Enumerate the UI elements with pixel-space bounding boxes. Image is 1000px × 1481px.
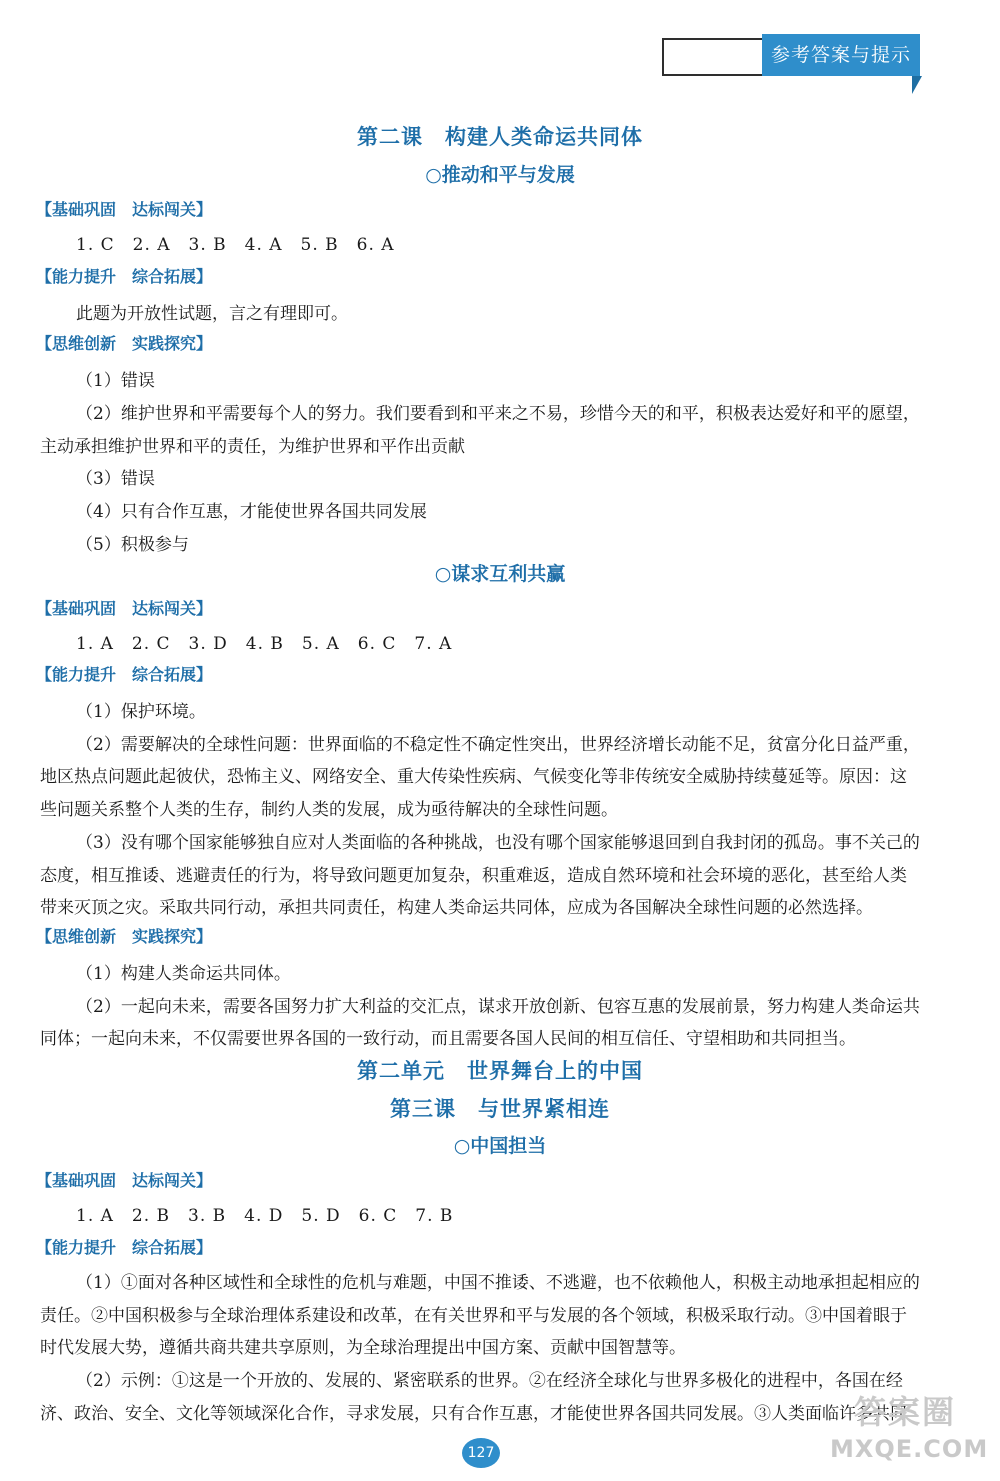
answer-line: 1. C 2. A 3. B 4. A 5. B 6. A xyxy=(76,235,395,255)
section-label: 【能力提升 综合拓展】 xyxy=(36,665,213,684)
section-title: ○谋求互利共赢 xyxy=(434,563,566,585)
text-line: （2）一起向未来，需要各国努力扩大利益的交汇点，谋求开放创新、包容互惠的发展前景，努力构建人类命运共 xyxy=(76,997,920,1017)
page-number: 127 xyxy=(462,1438,500,1468)
text-line: （1）①面对各种区域性和全球性的危机与难题，中国不推诿、不逃避，也不依赖他人，积极主动地承担起相应的 xyxy=(76,1273,920,1293)
text-line: （1）构建人类命运共同体。 xyxy=(76,964,291,984)
text-line: （2）示例：①这是一个开放的、发展的、紧密联系的世界。②在经济全球化与世界多极化的进程中，各国在经 xyxy=(76,1371,903,1391)
section-label: 【基础巩固 达标闯关】 xyxy=(36,599,213,618)
text-line: 此题为开放性试题，言之有理即可。 xyxy=(76,304,348,324)
text-line: 态度，相互推诿、逃避责任的行为，将导致问题更加复杂，积重难返，造成自然环境和社会环境的恶化，甚至给人类 xyxy=(40,866,907,886)
text-line: （1）保护环境。 xyxy=(76,702,206,722)
section-title: ○推动和平与发展 xyxy=(425,164,575,186)
text-line: 带来灭顶之灾。采取共同行动，承担共同责任，构建人类命运共同体，应成为各国解决全球性问题的必然选择。 xyxy=(40,898,873,918)
section-title: ○中国担当 xyxy=(453,1135,547,1157)
watermark-logo xyxy=(830,1390,989,1472)
header-tab: 参考答案与提示 xyxy=(762,34,920,76)
section-label: 【基础巩固 达标闯关】 xyxy=(36,1171,213,1190)
watermark-line1: 答案圈 xyxy=(853,1393,956,1431)
answer-line: 1. A 2. B 3. B 4. D 5. D 6. C 7. B xyxy=(76,1206,454,1226)
unit-title: 第二单元 世界舞台上的中国 xyxy=(357,1059,643,1083)
text-line: 责任。②中国积极参与全球治理体系建设和改革，在有关世界和平与发展的各个领域，积极采取行动。③中国着眼于 xyxy=(40,1306,907,1326)
text-line: 同体；一起向未来，不仅需要世界各国的一致行动，而且需要各国人民间的相互信任、守望相助和共同担当。 xyxy=(40,1029,856,1049)
answer-line: 1. A 2. C 3. D 4. B 5. A 6. C 7. A xyxy=(76,634,453,654)
lesson-title: 第二课 构建人类命运共同体 xyxy=(357,125,643,149)
text-line: 济、政治、安全、文化等领域深化合作，寻求发展，只有合作互惠，才能使世界各国共同发展。③人类面临许多共同 xyxy=(40,1404,907,1424)
text-line: 时代发展大势，遵循共商共建共享原则，为全球治理提出中国方案、贡献中国智慧等。 xyxy=(40,1338,686,1358)
section-label: 【思维创新 实践探究】 xyxy=(36,927,213,946)
text-line: 地区热点问题此起彼伏，恐怖主义、网络安全、重大传染性疾病、气候变化等非传统安全威胁持续蔓延等。原因：这 xyxy=(40,767,907,787)
lesson-title: 第三课 与世界紧相连 xyxy=(390,1097,610,1121)
text-line: 主动承担维护世界和平的责任，为维护世界和平作出贡献 xyxy=(40,437,465,457)
text-line: （3）错误 xyxy=(76,469,155,489)
text-line: （2）需要解决的全球性问题：世界面临的不稳定性不确定性突出，世界经济增长动能不足，贫富分化日益严重， xyxy=(76,735,920,755)
text-line: 些问题关系整个人类的生存，制约人类的发展，成为亟待解决的全球性问题。 xyxy=(40,800,618,820)
text-line: （1）错误 xyxy=(76,371,155,391)
text-line: （2）维护世界和平需要每个人的努力。我们要看到和平来之不易，珍惜今天的和平，积极表达爱好和平的愿望， xyxy=(76,404,920,424)
text-line: （4）只有合作互惠，才能使世界各国共同发展 xyxy=(76,502,427,522)
section-label: 【思维创新 实践探究】 xyxy=(36,334,213,353)
text-line: （3）没有哪个国家能够独自应对人类面临的各种挑战，也没有哪个国家能够退回到自我封闭的孤岛。事不关己的 xyxy=(76,833,920,853)
section-label: 【能力提升 综合拓展】 xyxy=(36,1238,213,1257)
watermark-line2: MXQE.COM xyxy=(830,1435,989,1463)
header-blank-box xyxy=(662,38,766,76)
text-line: （5）积极参与 xyxy=(76,535,189,555)
section-label: 【能力提升 综合拓展】 xyxy=(36,267,213,286)
section-label: 【基础巩固 达标闯关】 xyxy=(36,200,213,219)
